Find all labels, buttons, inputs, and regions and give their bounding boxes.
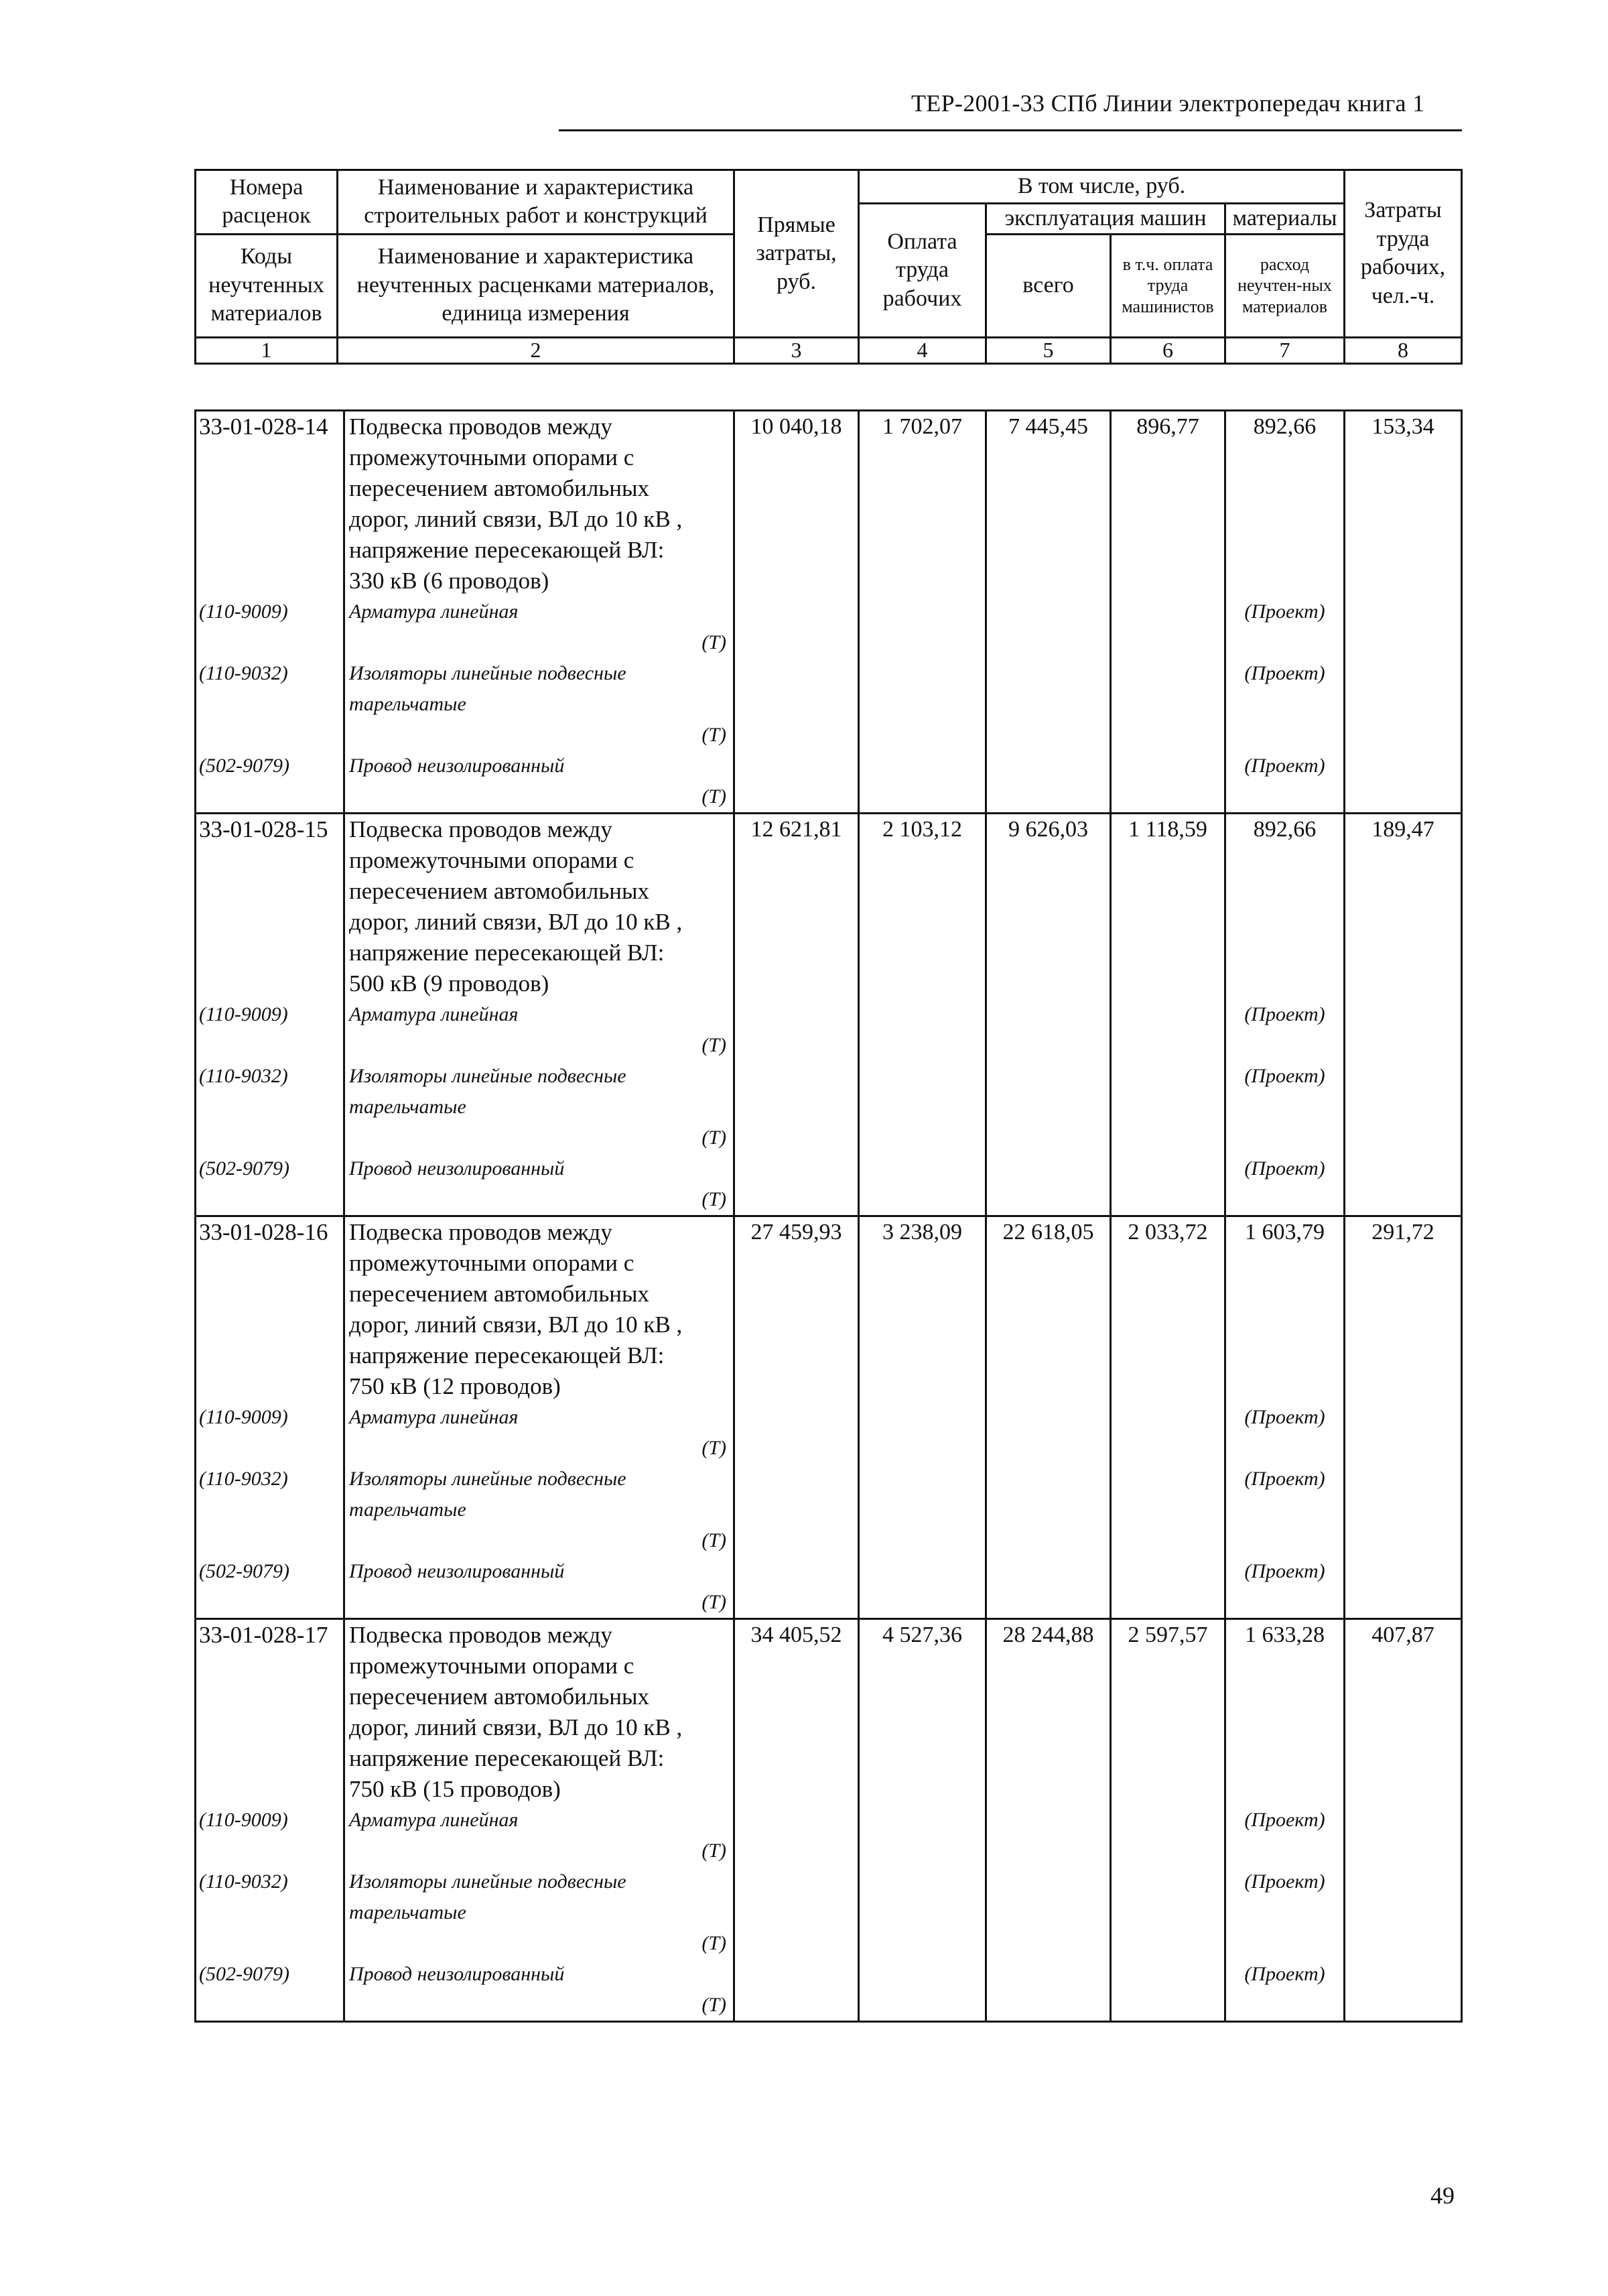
empty-cell [986,596,1111,658]
material-unit: (Т) [701,1591,726,1613]
material-name-cell [344,1464,734,1556]
value-direct: 27 459,93 [734,1216,859,1403]
material-unit: (Т) [701,1994,726,2016]
value-mach-total: 28 244,88 [986,1619,1111,1805]
material-row [196,1556,1462,1619]
empty-cell [1111,1556,1225,1619]
value-labor: 1 702,07 [859,411,986,597]
rate-name [344,1619,734,1805]
rate-name-line: промежуточными опорами с [349,1653,634,1679]
material-unit: (Т) [701,1188,726,1210]
empty-cell [986,1061,1111,1153]
value-hours: 291,72 [1345,1216,1462,1403]
material-qty: (Проект) [1225,1959,1345,2022]
material-qty: (Проект) [1225,1464,1345,1556]
material-qty: (Проект) [1225,1061,1345,1153]
value-materials: 892,66 [1225,411,1345,597]
material-code: (502-9079) [196,1959,344,2022]
material-code: (110-9009) [196,999,344,1061]
rate-code: 33-01-028-14 [196,411,344,597]
col-number: 4 [859,337,986,363]
empty-cell [1111,596,1225,658]
col-number: 3 [734,337,859,363]
empty-cell [986,1959,1111,2022]
material-unit: (Т) [701,724,726,746]
empty-cell [734,1805,859,1866]
material-name: Провод неизолированный [349,755,565,777]
empty-cell [859,1464,986,1556]
value-direct: 12 621,81 [734,814,859,1000]
table-row [196,1216,1462,1403]
material-qty: (Проект) [1225,1805,1345,1866]
rate-name-line: Подвеска проводов между [349,1219,612,1245]
material-name: Провод неизолированный [349,1560,565,1582]
empty-cell [859,596,986,658]
empty-cell [859,1402,986,1464]
page-header-title: ТЕР-2001-33 СПб Линии электропередач книга 1 [911,90,1425,117]
value-materials: 1 603,79 [1225,1216,1345,1403]
material-row [196,658,1462,751]
rate-name-line: 750 кВ (15 проводов) [349,1776,561,1802]
material-name: Изоляторы линейные подвесные тарельчатые [349,1065,626,1118]
empty-cell [1111,999,1225,1061]
material-row [196,1402,1462,1464]
material-code: (502-9079) [196,751,344,814]
rate-name-line: 330 кВ (6 проводов) [349,568,549,594]
empty-cell [859,1866,986,1959]
table-row [196,1619,1462,1805]
material-name-cell [344,1805,734,1866]
rate-name-line: дорог, линий связи, ВЛ до 10 кВ , [349,909,683,935]
material-code: (110-9032) [196,1464,344,1556]
material-row [196,999,1462,1061]
material-name-cell [344,1061,734,1153]
value-labor: 3 238,09 [859,1216,986,1403]
empty-cell [1345,1153,1462,1216]
empty-cell [859,1153,986,1216]
table-row [196,411,1462,597]
table-header [194,169,1463,365]
material-unit: (Т) [701,1840,726,1862]
material-row [196,1805,1462,1866]
material-row [196,1959,1462,2022]
empty-cell [986,999,1111,1061]
rate-code: 33-01-028-16 [196,1216,344,1403]
material-name: Арматура линейная [349,1003,519,1025]
rate-code: 33-01-028-15 [196,814,344,1000]
rate-name-line: пересечением автомобильных [349,1683,650,1710]
value-direct: 10 040,18 [734,411,859,597]
empty-cell [1345,658,1462,751]
value-direct: 34 405,52 [734,1619,859,1805]
header-col2-bottom: Наименование и характеристика неучтенных расценками материалов, единица измерения [338,234,734,337]
value-mach-labor: 896,77 [1111,411,1225,597]
material-name-cell [344,658,734,751]
value-mach-labor: 2 597,57 [1111,1619,1225,1805]
col-number: 5 [986,337,1111,363]
header-col3: Прямые затраты, руб. [734,170,859,338]
empty-cell [1111,751,1225,814]
empty-cell [986,751,1111,814]
empty-cell [859,999,986,1061]
empty-cell [986,1402,1111,1464]
header-machines: эксплуатация машин [986,204,1225,235]
empty-cell [1111,1464,1225,1556]
material-name-cell [344,1866,734,1959]
material-qty: (Проект) [1225,1556,1345,1619]
material-code: (110-9032) [196,1061,344,1153]
rate-name-line: 500 кВ (9 проводов) [349,970,549,997]
empty-cell [734,1402,859,1464]
rate-name-line: 750 кВ (12 проводов) [349,1373,561,1399]
empty-cell [859,751,986,814]
rate-name-line: дорог, линий связи, ВЛ до 10 кВ , [349,506,683,532]
material-code: (502-9079) [196,1153,344,1216]
header-col8: Затраты труда рабочих, чел.-ч. [1345,170,1462,338]
empty-cell [859,658,986,751]
header-col7: расход неучтен-ных материалов [1225,234,1345,337]
material-qty: (Проект) [1225,1402,1345,1464]
empty-cell [986,1805,1111,1866]
value-labor: 4 527,36 [859,1619,986,1805]
col-number: 8 [1345,337,1462,363]
empty-cell [1111,1153,1225,1216]
material-name: Провод неизолированный [349,1963,565,1985]
rate-name-line: Подвеска проводов между [349,1622,612,1648]
empty-cell [1345,1061,1462,1153]
empty-cell [1111,1805,1225,1866]
empty-cell [734,1153,859,1216]
value-mach-labor: 1 118,59 [1111,814,1225,1000]
material-unit: (Т) [701,1127,726,1149]
empty-cell [1111,1959,1225,2022]
material-unit: (Т) [701,1932,726,1954]
material-qty: (Проект) [1225,596,1345,658]
material-code: (502-9079) [196,1556,344,1619]
rate-name-line: напряжение пересекающей ВЛ: [349,1342,665,1368]
empty-cell [734,1061,859,1153]
material-name: Арматура линейная [349,1406,519,1428]
material-name: Провод неизолированный [349,1157,565,1179]
empty-cell [1111,1402,1225,1464]
material-name: Арматура линейная [349,1809,519,1831]
material-code: (110-9032) [196,658,344,751]
material-name: Арматура линейная [349,600,519,623]
value-mach-total: 9 626,03 [986,814,1111,1000]
material-name-cell [344,1153,734,1216]
page-number: 49 [1430,2182,1455,2209]
header-col6: в т.ч. оплата труда машинистов [1111,234,1225,337]
value-hours: 153,34 [1345,411,1462,597]
col-number: 6 [1111,337,1225,363]
value-hours: 189,47 [1345,814,1462,1000]
empty-cell [1345,999,1462,1061]
rate-name-line: промежуточными опорами с [349,1250,634,1276]
material-name-cell [344,1402,734,1464]
header-col4: Оплата труда рабочих [859,204,986,338]
rates-table [194,409,1463,2023]
material-qty: (Проект) [1225,1153,1345,1216]
material-name: Изоляторы линейные подвесные тарельчатые [349,1870,626,1923]
empty-cell [986,1153,1111,1216]
rate-name-line: напряжение пересекающей ВЛ: [349,537,665,563]
empty-cell [734,999,859,1061]
material-code: (110-9009) [196,596,344,658]
header-col1-top: Номера расценок [196,170,338,235]
col-number: 7 [1225,337,1345,363]
col-number: 1 [196,337,338,363]
material-unit: (Т) [701,785,726,808]
material-unit: (Т) [701,1437,726,1459]
empty-cell [1111,1061,1225,1153]
empty-cell [1345,751,1462,814]
empty-cell [1345,1402,1462,1464]
material-name-cell [344,751,734,814]
rate-name-line: промежуточными опорами с [349,847,634,873]
empty-cell [1345,1805,1462,1866]
rate-name-line: Подвеска проводов между [349,816,612,842]
empty-cell [734,658,859,751]
header-col2-top: Наименование и характеристика строительных работ и конструкций [338,170,734,235]
material-qty: (Проект) [1225,658,1345,751]
rate-name [344,1216,734,1403]
empty-cell [986,658,1111,751]
table-row [196,814,1462,1000]
material-row [196,751,1462,814]
material-unit: (Т) [701,1034,726,1056]
material-unit: (Т) [701,631,726,653]
rate-name-line: пересечением автомобильных [349,1281,650,1307]
empty-cell [734,1866,859,1959]
value-mach-labor: 2 033,72 [1111,1216,1225,1403]
material-row [196,1866,1462,1959]
rate-name-line: пересечением автомобильных [349,878,650,904]
rate-name-line: дорог, линий связи, ВЛ до 10 кВ , [349,1312,683,1338]
material-row [196,1153,1462,1216]
header-rule [559,129,1462,131]
empty-cell [986,1556,1111,1619]
rate-name-line: напряжение пересекающей ВЛ: [349,1745,665,1771]
empty-cell [734,1556,859,1619]
material-name-cell [344,1556,734,1619]
rate-name-line: дорог, линий связи, ВЛ до 10 кВ , [349,1714,683,1740]
material-qty: (Проект) [1225,1866,1345,1959]
rate-name-line: напряжение пересекающей ВЛ: [349,940,665,966]
value-hours: 407,87 [1345,1619,1462,1805]
header-incl: В том числе, руб. [859,170,1345,204]
empty-cell [986,1464,1111,1556]
value-materials: 1 633,28 [1225,1619,1345,1805]
empty-cell [734,751,859,814]
rate-name [344,814,734,1000]
empty-cell [859,1959,986,2022]
material-code: (110-9009) [196,1805,344,1866]
col-number: 2 [338,337,734,363]
value-mach-total: 7 445,45 [986,411,1111,597]
rate-name-line: пересечением автомобильных [349,475,650,501]
value-materials: 892,66 [1225,814,1345,1000]
empty-cell [1111,1866,1225,1959]
material-row [196,1061,1462,1153]
empty-cell [1345,1959,1462,2022]
value-labor: 2 103,12 [859,814,986,1000]
material-name-cell [344,596,734,658]
material-qty: (Проект) [1225,751,1345,814]
empty-cell [859,1556,986,1619]
header-col5: всего [986,234,1111,337]
header-materials: материалы [1225,204,1345,235]
rate-name-line: промежуточными опорами с [349,444,634,470]
material-name-cell [344,999,734,1061]
empty-cell [734,1959,859,2022]
header-col1-bottom: Коды неучтенных материалов [196,234,338,337]
material-name-cell [344,1959,734,2022]
rate-name [344,411,734,597]
material-row [196,596,1462,658]
empty-cell [1345,1464,1462,1556]
material-code: (110-9009) [196,1402,344,1464]
material-code: (110-9032) [196,1866,344,1959]
rate-name-line: Подвеска проводов между [349,413,612,440]
empty-cell [734,596,859,658]
rate-code: 33-01-028-17 [196,1619,344,1805]
empty-cell [859,1061,986,1153]
empty-cell [986,1866,1111,1959]
empty-cell [859,1805,986,1866]
material-unit: (Т) [701,1529,726,1551]
value-mach-total: 22 618,05 [986,1216,1111,1403]
material-qty: (Проект) [1225,999,1345,1061]
material-name: Изоляторы линейные подвесные тарельчатые [349,1468,626,1521]
empty-cell [1111,658,1225,751]
empty-cell [1345,1866,1462,1959]
empty-cell [1345,1556,1462,1619]
material-row [196,1464,1462,1556]
empty-cell [1345,596,1462,658]
material-name: Изоляторы линейные подвесные тарельчатые [349,662,626,715]
empty-cell [734,1464,859,1556]
